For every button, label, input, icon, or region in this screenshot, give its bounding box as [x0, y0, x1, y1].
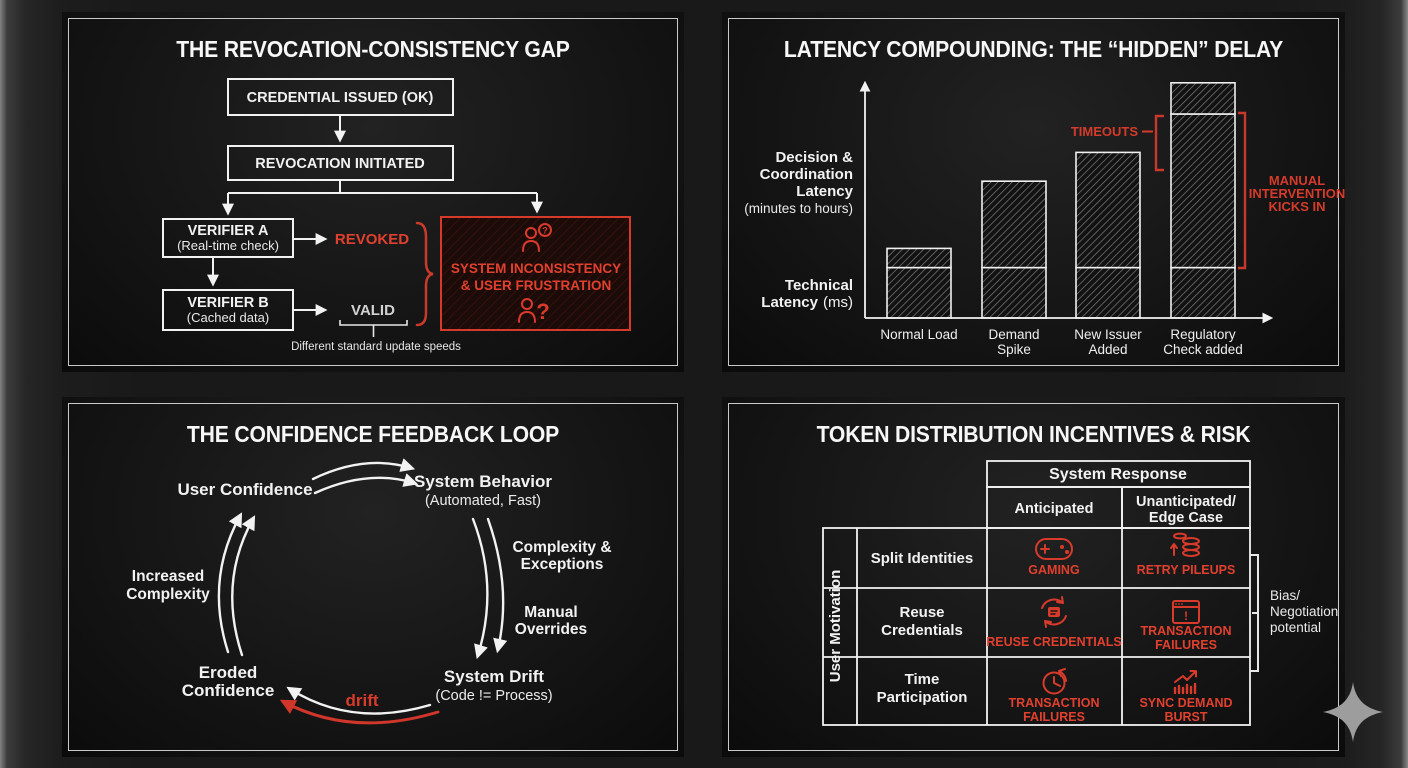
- cell-gaming: GAMING: [1028, 563, 1080, 577]
- verifier-a-detail: (Real-time check): [177, 238, 279, 253]
- cell-sync-demand-a: SYNC DEMAND: [1139, 696, 1233, 710]
- branch-line: [228, 180, 537, 193]
- bar-segment: [1171, 268, 1235, 318]
- header-unanticipated-label-2: Edge Case: [1148, 510, 1224, 526]
- node-user-confidence: User Confidence: [177, 480, 313, 499]
- row-split-identities: Split Identities: [870, 550, 974, 567]
- bar-segment: [1076, 152, 1140, 267]
- row-reuse-2: Credentials: [881, 622, 963, 639]
- header-system-response-label: System Response: [1049, 466, 1187, 483]
- cell-transaction-failures-1a: TRANSACTION: [1140, 624, 1232, 638]
- node-system-behavior: System Behavior: [414, 472, 552, 491]
- y-label-decision-2: Coordination: [759, 166, 853, 183]
- panel-token-incentives: [722, 397, 1345, 757]
- arc-confidence-to-behavior-2: [315, 478, 414, 493]
- manual-intervention-bracket: [1238, 113, 1245, 268]
- x-label-demand-1: Demand: [988, 327, 1040, 342]
- annotation-manual-3: KICKS IN: [1268, 199, 1326, 214]
- arc-eroded-to-confidence-2: [232, 519, 253, 655]
- x-label-demand-2: Spike: [997, 342, 1031, 357]
- edge-complexity-2: Exceptions: [520, 556, 604, 573]
- box-revocation-initiated-label: REVOCATION INITIATED: [255, 156, 425, 172]
- gamepad-icon: [1036, 539, 1072, 559]
- status-revoked: REVOKED: [334, 231, 410, 248]
- svg-text:!: !: [1184, 609, 1188, 623]
- row-time-1: Time: [904, 671, 940, 688]
- coin-stack-icon: [1171, 534, 1199, 556]
- box-credential-issued-label: CREDENTIAL ISSUED (OK): [246, 90, 434, 106]
- x-label-issuer-2: Added: [1088, 342, 1128, 357]
- cell-transaction-failures-1b: FAILURES: [1155, 638, 1217, 652]
- annotation-timeouts: TIMEOUTS: [1070, 124, 1138, 139]
- panel-title-token: TOKEN DISTRIBUTION INCENTIVES & RISK: [816, 421, 1251, 447]
- panel-title-latency: LATENCY COMPOUNDING: THE “HIDDEN” DELAY: [783, 36, 1284, 62]
- panel-title-feedback: THE CONFIDENCE FEEDBACK LOOP: [186, 421, 560, 447]
- arc-behavior-to-drift-1: [473, 519, 487, 655]
- latency-bars: [887, 83, 1235, 318]
- bias-bracket: [1250, 555, 1258, 671]
- panel-latency-compounding: [722, 12, 1345, 372]
- cell-reuse-credentials: REUSE CREDENTIALS: [986, 635, 1122, 649]
- node-system-behavior-sub: (Automated, Fast): [424, 493, 542, 509]
- panel-title-revocation: THE REVOCATION-CONSISTENCY GAP: [176, 36, 570, 62]
- bar-segment: [887, 248, 951, 267]
- x-label-regulatory-2: Check added: [1163, 342, 1243, 357]
- node-eroded-2: Confidence: [181, 681, 275, 700]
- clock-history-icon: [1044, 669, 1067, 694]
- row-group-user-motivation: User Motivation: [827, 569, 844, 683]
- edge-increased-1: Increased: [131, 568, 205, 585]
- annotation-manual-1: MANUAL: [1268, 173, 1326, 188]
- bar-segment: [1076, 268, 1140, 318]
- svg-text:?: ?: [536, 299, 550, 324]
- valid-underbrace: [340, 320, 407, 337]
- y-label-technical-2: Latency (ms): [761, 294, 853, 311]
- y-label-decision-1: Decision &: [775, 149, 853, 166]
- growth-chart-icon: [1175, 671, 1196, 693]
- cell-transaction-failures-2b: FAILURES: [1023, 710, 1085, 724]
- svg-text:?: ?: [542, 225, 548, 236]
- x-label-normal-load: Normal Load: [880, 327, 958, 342]
- caption-update-speeds: Different standard update speeds: [291, 341, 461, 353]
- edge-complexity-1: Complexity &: [512, 539, 612, 556]
- verifier-b-detail: (Cached data): [186, 310, 270, 325]
- x-label-issuer-1: New Issuer: [1074, 327, 1142, 342]
- bar-segment: [1171, 83, 1235, 114]
- x-label-regulatory-1: Regulatory: [1170, 327, 1236, 342]
- red-curly-brace: [417, 223, 433, 325]
- bar-segment: [887, 268, 951, 318]
- cell-sync-demand-b: BURST: [1164, 710, 1208, 724]
- bar-segment: [982, 181, 1046, 267]
- node-system-drift-sub: (Code != Process): [435, 688, 553, 704]
- y-label-technical-1: Technical: [784, 277, 853, 294]
- verifier-a-name: VERIFIER A: [187, 223, 269, 239]
- cell-retry-pileups: RETRY PILEUPS: [1136, 563, 1236, 577]
- four-point-star-icon: [1323, 681, 1383, 743]
- edge-drift-label: drift: [345, 691, 379, 710]
- verifier-b-name: VERIFIER B: [187, 295, 269, 311]
- panel-revocation-gap: [62, 12, 684, 372]
- header-anticipated-label: Anticipated: [1014, 501, 1094, 517]
- status-valid: VALID: [351, 302, 395, 319]
- timeouts-bracket: [1156, 116, 1164, 170]
- impact-line2: & USER FRUSTRATION: [460, 278, 612, 293]
- edge-manual-2: Overrides: [514, 621, 588, 638]
- panel-confidence-loop: [62, 397, 684, 757]
- arc-confidence-to-behavior-1: [313, 463, 411, 479]
- arc-behavior-to-drift-2: [488, 519, 503, 649]
- impact-line1: SYSTEM INCONSISTENCY: [450, 261, 622, 276]
- refresh-credential-icon: [1042, 597, 1066, 627]
- edge-manual-1: Manual: [524, 604, 578, 621]
- cell-transaction-failures-2a: TRANSACTION: [1008, 696, 1100, 710]
- edge-increased-2: Complexity: [126, 586, 210, 603]
- bias-label-1: Bias/: [1270, 588, 1301, 603]
- header-unanticipated-label-1: Unanticipated/: [1136, 494, 1236, 510]
- bar-segment: [1171, 114, 1235, 268]
- bar-segment: [982, 268, 1046, 318]
- node-eroded-1: Eroded: [198, 663, 258, 682]
- error-window-icon: [1173, 601, 1199, 623]
- y-label-decision-unit: (minutes to hours): [744, 201, 853, 216]
- y-label-decision-3: Latency: [796, 183, 853, 200]
- annotation-manual-2: INTERVENTION: [1248, 186, 1345, 201]
- bias-label-2: Negotiation: [1270, 604, 1339, 619]
- node-system-drift: System Drift: [443, 667, 545, 686]
- bias-label-3: potential: [1270, 620, 1322, 635]
- row-time-2: Participation: [876, 689, 968, 706]
- row-reuse-1: Reuse: [899, 604, 945, 621]
